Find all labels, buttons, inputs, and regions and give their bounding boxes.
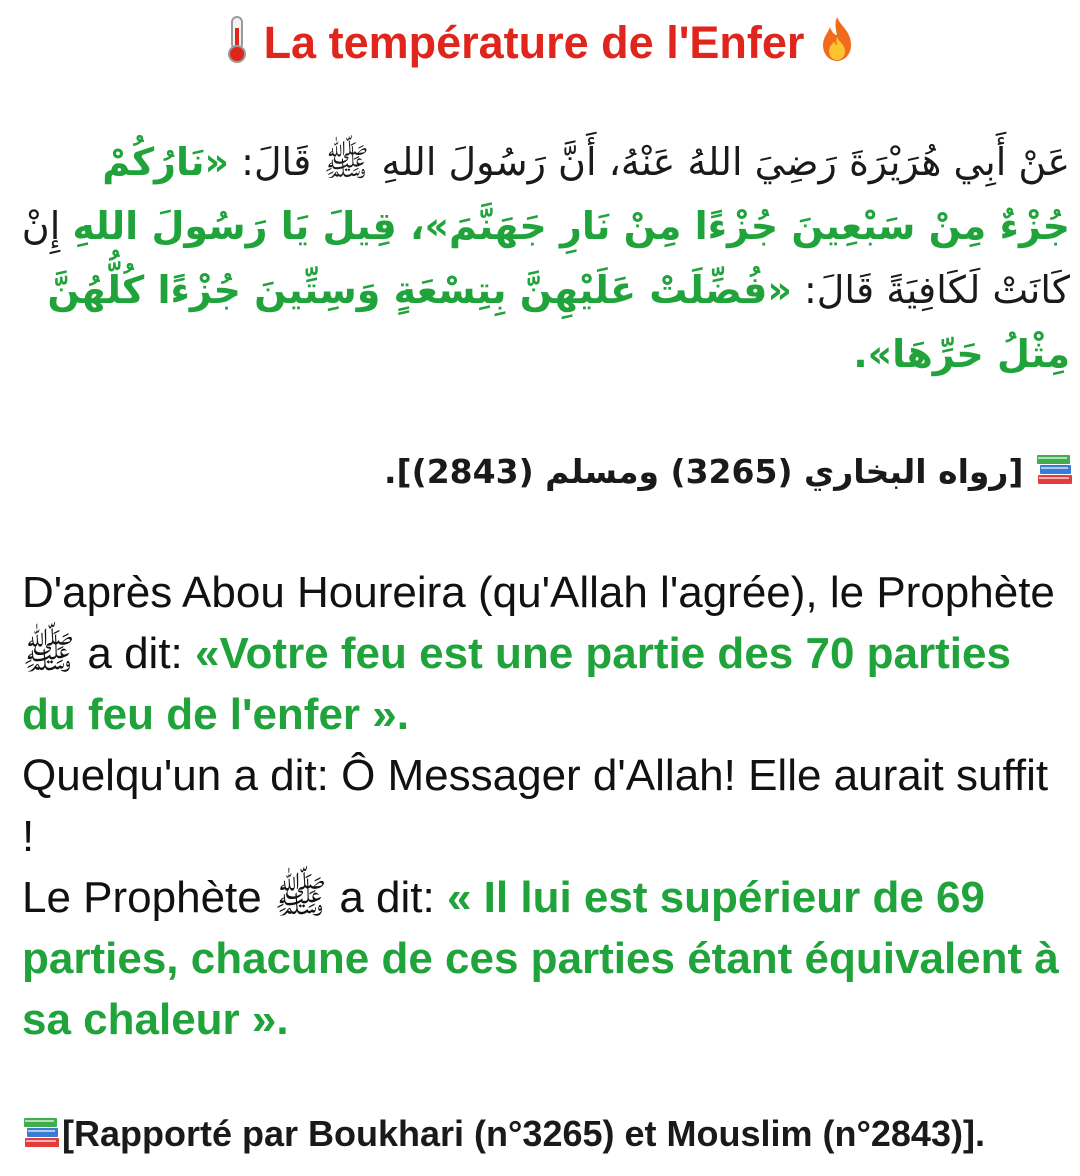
arabic-quote-1: «نَارُكُمْ جُزْءٌ مِنْ سَبْعِينَ جُزْءًا مِنْ نَارِ جَهَنَّمَ»، قِيلَ يَا رَسُولَ اللهِ <box>72 140 1070 248</box>
french-reference <box>22 1106 1078 1166</box>
arabic-reference-text: [رواه البخاري (3265) ومسلم (2843)]. <box>384 452 1024 491</box>
arabic-hadith <box>20 130 1070 386</box>
french-paragraph-3 <box>22 867 1072 1050</box>
books-icon <box>22 1110 62 1166</box>
arabic-quote-2: «فُضِّلَتْ عَلَيْهِنَّ بِتِسْعَةٍ وَسِتِّينَ جُزْءًا كُلُّهُنَّ مِثْلُ حَرِّهَا». <box>47 268 1070 376</box>
french-intro: D'après Abou Houreira (qu'Allah l'agrée), le Prophète ﷺ a dit: <box>22 568 1055 678</box>
fire-icon <box>817 15 857 77</box>
arabic-intro: عَنْ أَبِي هُرَيْرَةَ رَضِيَ اللهُ عَنْهُ، أَنَّ رَسُولَ اللهِ ﷺ قَالَ: <box>241 140 1070 184</box>
arabic-middle: إِنْ كَانَتْ لَكَافِيَةً قَالَ: <box>21 204 1070 312</box>
french-prophet-said: Le Prophète ﷺ a dit: <box>22 873 447 922</box>
thermometer-icon <box>223 14 251 78</box>
page-title <box>0 14 1080 78</box>
books-icon <box>1035 446 1075 506</box>
arabic-reference <box>20 442 1075 506</box>
french-translation <box>22 562 1072 1050</box>
title-text: La température de l'Enfer <box>263 17 805 68</box>
french-quote-1: «Votre feu est une partie des 70 parties du feu de l'enfer ». <box>22 629 1011 739</box>
french-paragraph-1 <box>22 562 1072 745</box>
french-paragraph-2: Quelqu'un a dit: Ô Messager d'Allah! Elle aurait suffit ! <box>22 751 1049 861</box>
french-reference-text: [Rapporté par Boukhari (n°3265) et Mouslim (n°2843)]. <box>62 1113 985 1154</box>
french-quote-2: « Il lui est supérieur de 69 parties, chacune de ces parties étant équivalent à sa chaleur ». <box>22 873 1059 1044</box>
